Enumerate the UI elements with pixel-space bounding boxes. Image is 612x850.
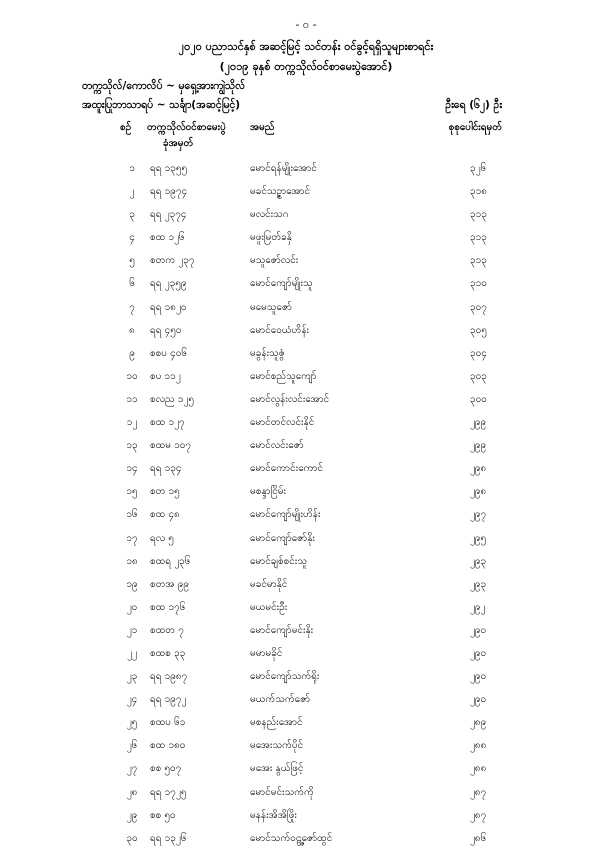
total-mark: ၂၉၅ [470,532,487,544]
total-mark: ၃၀၇ [470,301,487,313]
table-row [0,342,612,365]
table-row [0,665,612,688]
row-number: ၂၆ [126,740,138,752]
student-name: မမာမခိုင် [250,647,283,659]
roll-number: စတအ ၉၉ [150,578,189,590]
roll-number: ရရ ၁၃၄ [150,463,182,475]
student-name: မစနည်းအောင် [250,717,303,729]
university-label: တက္ကသိုလ်/ကောလိပ် ~ မှရှေ့အားကျွဲသိုလ် [82,80,246,92]
student-name: မောင်ကျော်မင်းနိုး [250,624,314,636]
roll-number: စတ ၁၅ [150,486,180,498]
total-mark: ၃၁၃ [470,232,487,244]
total-mark: ၂၈၈ [470,740,487,752]
student-name: မစန္ဒာငြိမ်း [250,486,287,498]
roll-number: စစ ၅၀ [150,809,176,821]
roll-number: စထ ၁၂၆ [150,232,185,244]
header-name: အမည် [250,122,275,133]
document-title: ၂၀၂၀ ပညာသင်နှစ် အဆင့်မြင့် သင်တန်း ဝင်ခွင့်ရရှိသူများစာရင်း [178,40,434,53]
student-name: မောင်ကျော်မျိုးဟိန်း [250,509,321,521]
table-row [0,734,612,757]
table-row [0,365,612,388]
roll-number: ရရ ၁၉၈၇ [150,671,188,683]
row-number: ၉ [129,347,135,359]
row-number: ၂၀ [126,601,138,613]
row-number: ၆ [129,278,135,290]
student-name: မောင်ကျော်သက်ရိုး [250,671,320,683]
total-mark: ၂၉၈ [470,463,487,475]
roll-number: စတက ၂၃၇ [150,255,195,267]
roll-number: ရရ ၁၉၇၄ [150,186,188,198]
roll-number: စထစ ၃၃ [150,647,186,659]
table-row [0,272,612,295]
row-number: ၂၅ [126,717,138,729]
row-number: ၁၆ [126,509,138,521]
roll-number: စထ ၁၂၇ [150,417,185,429]
total-mark: ၂၉၈ [470,486,487,498]
row-number: ၅ [129,255,135,267]
major-label: အထူးပြုဘာသာရပ် ~ သင်္ချာ(အဆင့်မြင့်) [82,99,241,111]
total-mark: ၃၀၃ [470,370,487,382]
student-name: မောင်လွန်းလင်းအောင် [250,393,330,405]
student-name: မယမင်းဦး [250,601,288,613]
table-row [0,804,612,827]
roll-number: ရရ ၁၇၂၅ [150,786,187,798]
roll-number: စထတ ၇ [150,624,184,636]
student-name: မောင်လင်းဇော် [250,440,304,452]
roll-number: စထမ ၁၀၇ [150,440,192,452]
student-name: မခင်မာနိုင် [250,578,288,590]
row-number: ၁၇ [126,532,138,544]
roll-number: စထပ ၆၁ [150,717,186,729]
student-name: မောင်စည်သူကျော် [250,370,317,382]
roll-number: စထရ ၂၃၆ [150,555,191,567]
row-number: ၁၁ [126,393,138,405]
table-row [0,619,612,642]
total-mark: ၂၈၆ [470,832,487,844]
roll-number: ရရ ၁၃၅၅ [150,163,188,174]
roll-number: ရရ ၁၈၂၀ [150,301,187,313]
total-mark: ၂၈၈ [470,763,487,775]
student-name: မနန်းအိအိဖြိုး [250,809,297,821]
total-mark: ၃၂၆ [470,163,487,174]
roll-number: ရရ ၁၃၂၆ [150,832,187,844]
row-number: ၃၀ [126,832,138,844]
table-row [0,388,612,411]
row-number: ၂၄ [126,694,138,706]
row-number: ၂ [129,186,135,198]
table-row [0,480,612,503]
table-row [0,434,612,457]
total-mark: ၃၁၈ [470,186,487,198]
total-mark: ၂၉၉ [470,440,487,452]
total-mark: ၃၁၃ [470,209,487,221]
table-row [0,457,612,480]
total-mark: ၂၈၉ [470,717,487,729]
table-row [0,203,612,226]
roll-number: ရရ ၂၃၅၉ [150,278,187,290]
table-row [0,827,612,850]
header-roll-sub: ခုံအမှတ် [163,138,194,149]
table-row [0,642,612,665]
total-mark: ၃၁၃ [470,255,487,267]
total-mark: ၂၉၀ [470,694,487,706]
student-name: မောင်ချစ်စင်းသူ [250,555,308,567]
roll-number: ရရ ၁၉၇၂ [150,694,187,706]
total-mark: ၂၉၀ [470,647,487,659]
row-number: ၁၀ [126,370,138,382]
header-no: စဉ် [120,122,132,133]
roll-number: စထ ၁၈၀ [150,740,186,752]
total-mark: ၂၉၃ [470,578,487,590]
table-row [0,781,612,804]
table-row [0,573,612,596]
row-number: ၁၅ [126,486,138,498]
total-mark: ၂၉၂ [470,601,486,613]
student-name: မအေး နွယ်ဖြင့် [250,763,304,775]
roll-number: စလည ၁၂၅ [150,393,195,405]
row-number: ၃ [129,209,135,221]
total-mark: ၂၈၇ [470,809,487,821]
student-name: မခင်သဥ္ဇာအောင် [250,186,311,198]
table-row [0,711,612,734]
row-number: ၁၈ [126,555,138,567]
total-mark: ၂၈၇ [470,786,487,798]
table-row [0,550,612,573]
roll-number: စထ ၁၇၆ [150,601,186,613]
student-name: မောင်ကောင်းကောင် [250,463,324,475]
total-mark: ၃၀၄ [470,347,487,359]
total-mark: ၃၀၀ [470,393,487,405]
roll-number: စပ ၁၁၂ [150,370,181,382]
table-row [0,157,612,180]
table-row [0,688,612,711]
student-name: မောင်ကျော်မျိုးသူ [250,278,313,290]
student-name: မဖူးမြတ်ခနှိ [250,232,292,244]
quota-label: ဦးရေ (၆၂) ဦး [445,99,502,111]
total-mark: ၂၉၉ [470,417,487,429]
row-number: ၂၃ [126,671,138,683]
header-mark: စုစုပေါင်းရမှတ် [448,122,502,133]
roll-number: ရလ ၅ [150,532,174,544]
row-number: ၁ [129,163,135,174]
row-number: ၁၉ [126,578,138,590]
table-row [0,503,612,526]
row-number: ၁၂ [126,417,138,429]
student-name: မောင်တင်လင်းနိုင် [250,417,315,429]
student-name: မလင်းသဂ [250,209,289,221]
row-number: ၇ [129,301,135,313]
table-row [0,319,612,342]
student-name: မယက်သက်ဇော် [250,694,311,706]
student-name: မသူဇော်လင်း [250,255,299,267]
row-number: ၂၈ [126,786,138,798]
row-number: ၄ [129,232,135,244]
table-row [0,411,612,434]
row-number: ၂၁ [126,624,138,636]
page-number: - ၀ - [295,18,317,31]
document-subtitle: (၂၀၁၉ ခုနှစ် တက္ကသိုလ်ဝင်စာမေးပွဲအောင်) [219,60,393,73]
total-mark: ၂၉၀ [470,671,487,683]
table-row [0,226,612,249]
row-number: ၂၉ [126,809,138,821]
table-row [0,296,612,319]
roll-number: ရရ ၄၅၀ [150,324,182,336]
row-number: ၂၇ [126,763,138,775]
roll-number: စထ ၄၈ [150,509,180,521]
student-name: မမေသူဇော် [250,301,293,313]
table-row [0,527,612,550]
student-name: မောင်မင်းသက်ကို [250,786,314,798]
results-table [0,157,612,850]
table-row [0,180,612,203]
student-name: မခွန်းသူဇွံ [250,347,285,359]
roll-number: စစပ ၄၀၆ [150,347,188,359]
row-number: ၁၄ [126,463,138,475]
student-name: မောင်သက်ဝဠ္ဇဇော်ထွင် [250,832,333,844]
table-row [0,249,612,272]
header-roll: တက္ကသိုလ်ဝင်စာမေးပွဲ [147,122,226,133]
table-row [0,596,612,619]
row-number: ၈ [129,324,135,336]
total-mark: ၂၉၇ [470,509,487,521]
total-mark: ၂၉၀ [470,624,487,636]
student-name: မောင်ရန်မျိုးအောင် [250,163,317,174]
table-row [0,757,612,780]
total-mark: ၃၁၀ [470,278,487,290]
roll-number: စစ ၅၀၇ [150,763,182,775]
total-mark: ၃၀၅ [470,324,487,336]
total-mark: ၂၉၃ [470,555,487,567]
student-name: မောင်ဝေယံဟိန်း [250,324,310,336]
student-name: မအေးသက်ပိုင် [250,740,304,752]
row-number: ၂၂ [127,647,137,659]
roll-number: ရရ ၂၃၇၄ [150,209,187,221]
row-number: ၁၃ [126,440,138,452]
student-name: မောင်ကျော်ဇော်နိုး [250,532,315,544]
